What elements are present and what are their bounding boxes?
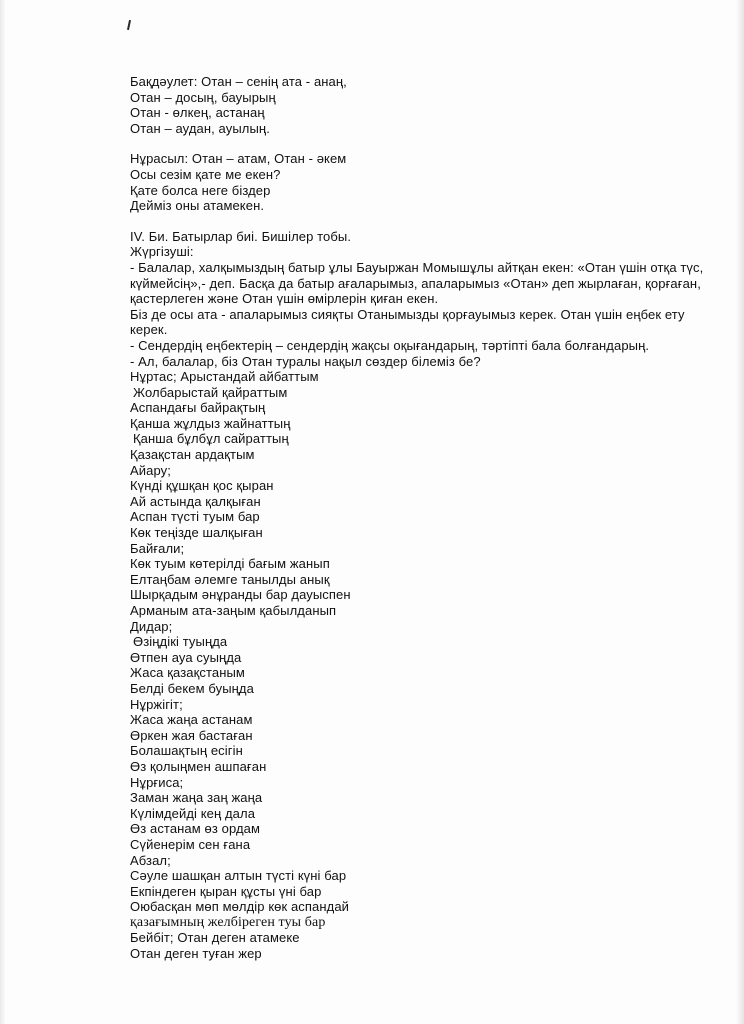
host-label: Жүргізуші: (130, 244, 194, 260)
document-text (130, 74, 720, 962)
speaker-label: Байғали; (130, 540, 185, 556)
verse-line: Ай астында қалқыған (130, 493, 261, 509)
verse-line: Отан деген туған жер (130, 946, 262, 962)
verse-line: Болашақтың есігін (130, 743, 243, 759)
verse-line: Көк туым көтерілді бағым жанып (130, 556, 330, 572)
verse-line: Оюбасқан мөп мөлдір көк аспандай (130, 899, 350, 915)
poem-line: Отан – досың, бауырың (130, 89, 276, 105)
speaker-label: Дидар; (130, 618, 173, 634)
verse-line: Екпіндеген қыран құсты үні бар (130, 883, 322, 899)
blank-line (130, 136, 720, 151)
poem-line: Нұрасыл: Отан – атам, Отан - әкем (130, 151, 347, 167)
verse-line: Көк теңізде шалқыған (130, 525, 263, 541)
host-paragraph: - Балалар, халқымыздың батыр ұлы Бауыржан Момышұлы айтқан екен: «Отан үшін отқа түс, күймейсің»,- деп. Басқа да батыр ағаларымыз, апаларымыз «Отан» деп жырлаған, қорғаған, қастерлеген және Отан үшін өмірлерін қиған екен. (130, 259, 704, 307)
verse-line: Бейбіт; Отан деген атамеке (130, 930, 300, 946)
blank-line (130, 214, 720, 229)
verse-line: Арманым ата-заңым қабылданып (130, 603, 337, 618)
speaker-label: Нұрғиса; (130, 774, 184, 790)
verse-line: Жолбарыстай қайраттым (133, 384, 288, 400)
poem-line: Отан – аудан, ауылың. (130, 120, 270, 136)
verse-line: Өзіңдікі туыңда (133, 634, 228, 650)
verse-line: Күнді құшқан қос қыран (130, 478, 274, 494)
verse-line: Өтпен ауа суыңда (130, 649, 242, 665)
verse-line: Қанша жұлдыз жайнаттың (130, 415, 291, 431)
verse-line: қазағымның желбіреген туы бар (130, 914, 326, 930)
verse-line: Сәуле шашқан алтын түсті күні бар (130, 868, 347, 884)
scan-edge-right (736, 0, 744, 1024)
verse-line: Аспандағы байрақтың (130, 400, 266, 416)
poem-line: Бақдәулет: Отан – сенің ата - анаң, (130, 74, 347, 89)
speaker-label: Абзал; (130, 852, 171, 868)
verse-line: Өз қолыңмен ашпаған (130, 758, 267, 774)
poem-line: Қате болса неге біздер (130, 182, 271, 198)
scan-edge-left (0, 0, 6, 1024)
verse-line: Шырқадым әнұранды бар дауыспен (130, 587, 351, 603)
verse-line: Өркен жая бастаған (130, 727, 253, 743)
scan-mark (127, 20, 131, 30)
poem-line: Дейміз оны атамекен. (130, 198, 265, 214)
speaker-label: Айару; (130, 462, 171, 478)
verse-line: Күлімдейді кең дала (130, 805, 256, 821)
verse-line: Жаса қазақстаным (130, 665, 245, 681)
section-heading: IV. Би. Батырлар биі. Бишілер тобы. (130, 228, 352, 244)
verse-line: Қазақстан ардақтым (130, 447, 255, 463)
host-paragraph: - Сендердің еңбектерің – сендердің жақсы оқығандарың, тәртіпті бала болғандарың. (130, 337, 650, 353)
verse-line: Заман жаңа заң жаңа (130, 790, 263, 806)
poem-line: Отан - өлкең, астанаң (130, 105, 265, 121)
host-paragraph: - Ал, балалар, біз Отан туралы нақыл сөздер білеміз бе? (130, 353, 481, 369)
speaker-label: Нұржігіт; (130, 696, 183, 712)
verse-line: Аспан түсті туым бар (130, 509, 260, 525)
verse-line: Елтаңбам әлемге танылды анық (130, 571, 330, 587)
verse-line: Сүйенерім сен ғана (130, 836, 251, 852)
verse-line: Өз астанам өз ордам (130, 821, 261, 837)
verse-line: Белді бекем буыңда (130, 680, 254, 696)
verse-line: Жаса жаңа астанам (130, 712, 253, 728)
verse-line: Қанша бұлбұл сайраттың (133, 431, 289, 447)
verse-line: Нұртас; Арыстандай айбаттым (130, 369, 319, 385)
poem-line: Осы сезім қате ме екен? (130, 166, 281, 182)
host-paragraph: Біз де осы ата - апаларымыз сияқты Отанымызды қорғауымыз керек. Отан үшін еңбек ету керек. (130, 306, 685, 338)
